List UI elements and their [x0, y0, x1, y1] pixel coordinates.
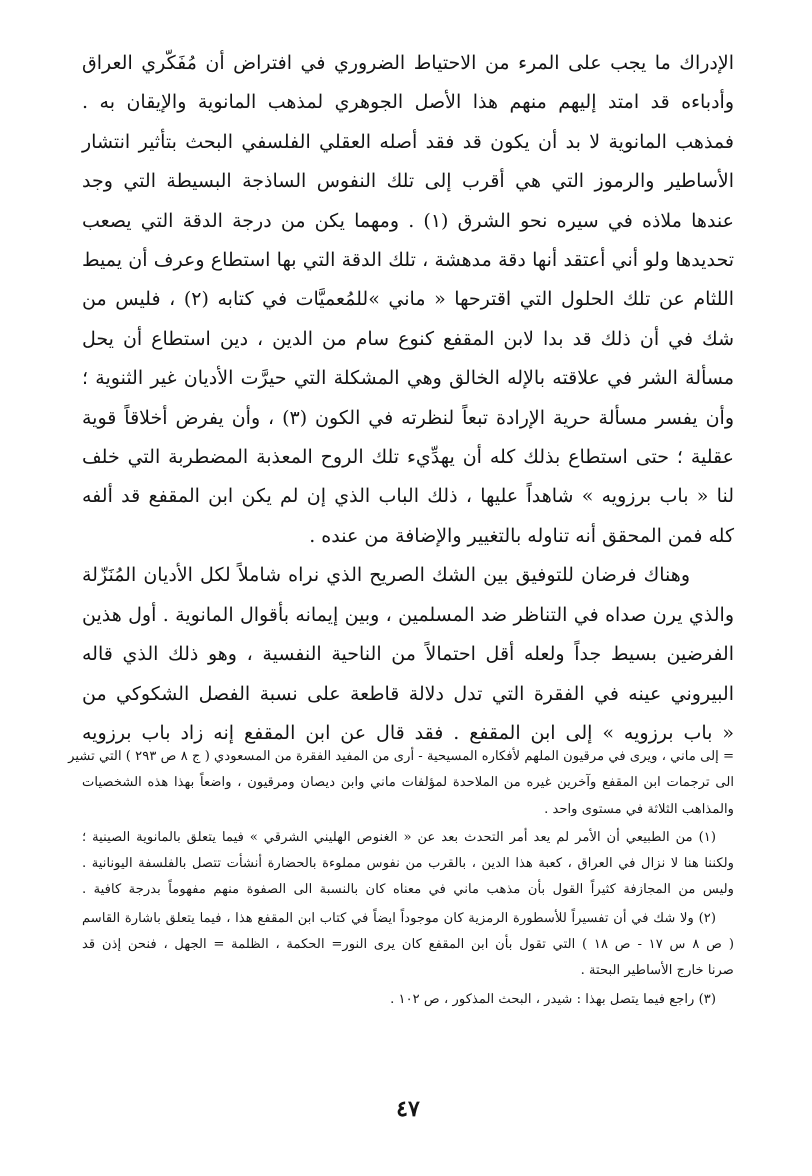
body-paragraph-1: [82, 44, 734, 556]
footnote-line: (٢) ولا شك في أن تفسيراً للأسطورة الرمزية كان موجوداً ايضاً في كتاب ابن المقفع هذا ، فيما يتعلق باشارة القاسم: [82, 910, 716, 926]
footnote-line: والمذاهب الثلاثة في مستوى واحد .: [544, 801, 734, 817]
page-number: ٤٧: [396, 1096, 420, 1122]
footnote-1: [82, 825, 734, 904]
text-line: تحديدها ولو أني أعتقد أنها دقة مدهشة ، تلك الدقة التي بها استطاع وعرف أن يميط: [82, 249, 734, 272]
footnote-line: وليس من المجازفة كثيراً القول بأن مذهب ماني في معناه كان بالنسبة الى الصفوة منهم مفهوماً بدرجة كافية .: [82, 882, 734, 898]
footnote-3: [82, 987, 734, 1013]
text-line: فمذهب المانوية لا بد أن يكون قد فقد أصله العقلي الفلسفي البحث بتأثير انتشار: [82, 130, 734, 153]
text-line: عقلية ؛ حتى استطاع بذلك كله أن يهدِّيء تلك الروح المعذبة المضطربة التي خلف: [82, 446, 734, 469]
text-line: وأن يفسر مسألة حرية الإرادة تبعاً لنظرته في الكون (٣) ، وأن يفرض أخلاقاً قوية: [82, 406, 734, 429]
text-line: وأدباءه قد امتد إليهم منهم هذا الأصل الجوهري لمذهب المانوية والإيقان به .: [82, 91, 734, 114]
text-line: لنا « باب برزويه » شاهداً عليها ، ذلك الباب الذي إن لم يكن ابن المقفع قد ألفه: [82, 485, 734, 508]
text-line: عندها ملاذه في سيره نحو الشرق (١) . ومهما يكن من درجة الدقة التي يصعب: [82, 209, 734, 232]
footnote-line: = إلى ماني ، ويرى في مرقيون الملهم لأفكاره المسيحية - أرى من المفيد الفقرة من المسعودي ( ج ٨ ص ٢٩٣ ) التي تشير: [68, 749, 734, 764]
footnote-line: صرنا خارج الأساطير البحتة .: [580, 963, 734, 979]
footnote-line: ( ص ٨ س ١٧ - ص ١٨ ) التي تقول بأن ابن المقفع كان يرى النور= الحكمة ، الظلمة = الجهل ، فنحن إذن قد: [82, 937, 734, 953]
text-line: شك في أن ذلك قد بدا لابن المقفع كنوع سام من الدين ، دين استطاع أن يحل: [82, 327, 734, 350]
text-line: كله فمن المحقق أنه تناوله بالتغيير والإضافة من عنده .: [309, 524, 734, 547]
text-line: الأساطير والرموز التي هي أقرب إلى تلك النفوس الساذجة البسيطة التي وجد: [82, 170, 734, 193]
book-page: [68, 44, 734, 1144]
footnote-line: (٣) راجع فيما يتصل بهذا : شيدر ، البحث المذكور ، ص ١٠٢ .: [390, 991, 716, 1007]
text-line: مسألة الشر في علاقته بالإله الخالق وهي المشكلة التي حيرَّت الأديان غير الثنوية ؛: [82, 367, 734, 390]
footnote-line: الى ترجمات ابن المقفع وآخرين غيره من الملاحدة لمؤلفات ماني وابن ديصان ومرقيون ، واضعاً بهذا هذه الشخصيات: [82, 775, 734, 791]
text-line: والذي يرن صداه في التناظر ضد المسلمين ، وبين إيمانه بأقوال المانوية . أول هذين: [82, 603, 734, 626]
footnote-2: [82, 906, 734, 985]
text-line: « باب برزويه » إلى ابن المقفع . فقد قال عن ابن المقفع إنه زاد باب برزويه: [82, 721, 734, 744]
text-line: البيروني عينه في الفقرة التي تدل دلالة قاطعة على نسبة الفصل الشكوكي من: [82, 682, 734, 705]
footnote-continued: [68, 744, 734, 823]
footnote-line: (١) من الطبيعي أن الأمر لم يعد أمر التحدث بعد عن « الغنوص الهليني الشرقي » فيما يتعلق بالمانوية الصينية ؛: [82, 829, 716, 845]
text-line: اللثام عن تلك الحلول التي اقترحها « ماني »للمُعميَّات في كتابه (٢) ، فليس من: [82, 288, 734, 311]
text-line: الإدراك ما يجب على المرء من الاحتياط الضروري في افتراض أن مُفَكّري العراق: [82, 52, 734, 74]
footnotes: [68, 744, 734, 1013]
body-paragraph-2: [82, 556, 734, 753]
footnote-line: ولكننا هنا لا نزال في العراق ، كعبة هذا الدين ، بالقرب من نفوس مملوءة بالحضارة أنشأت تتصل بالفلسفة اليونانية .: [82, 856, 734, 872]
text-line: وهناك فرضان للتوفيق بين الشك الصريح الذي نراه شاملاً لكل الأديان المُنَزّلة: [82, 564, 690, 587]
text-line: الفرضين بسيط جداً ولعله أقل احتمالاً من الناحية النفسية ، وهو ذلك الذي قاله: [82, 643, 734, 666]
